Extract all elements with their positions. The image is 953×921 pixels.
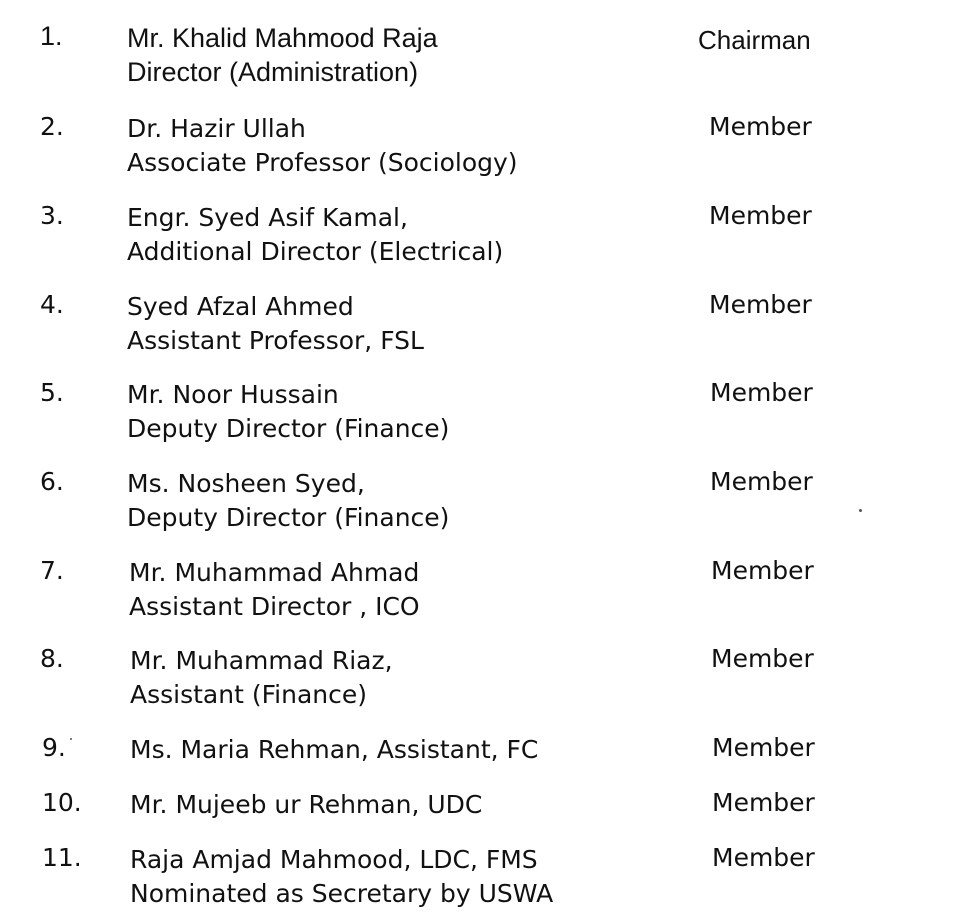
member-details	[127, 21, 438, 89]
member-name: Mr. Muhammad Ahmad	[129, 558, 420, 587]
member-number: 11.	[42, 843, 82, 872]
member-number: 7.	[40, 556, 64, 585]
member-name: Mr. Muhammad Riaz,	[130, 646, 393, 675]
member-role: Member	[709, 201, 812, 230]
member-name: Engr. Syed Asif Kamal,	[127, 203, 408, 232]
member-number: 3.	[40, 201, 64, 230]
member-name: Mr. Mujeeb ur Rehman, UDC	[130, 790, 483, 819]
member-number: 5.	[40, 378, 64, 407]
member-number: 9.	[42, 733, 66, 762]
member-designation: Assistant Director , ICO	[129, 592, 420, 621]
member-details	[127, 112, 518, 180]
member-role: Member	[711, 556, 814, 585]
member-role: Member	[709, 290, 812, 319]
member-details	[127, 378, 449, 446]
member-designation: Assistant (Finance)	[130, 680, 367, 709]
member-number: 4.	[40, 290, 64, 319]
member-role: Member	[709, 112, 812, 141]
member-role: Member	[710, 467, 813, 496]
scan-speck	[70, 738, 72, 740]
member-number: 2.	[40, 112, 64, 141]
member-role: Member	[712, 788, 815, 817]
member-designation: Additional Director (Electrical)	[127, 237, 504, 266]
member-number: 10.	[42, 788, 82, 817]
member-name: Syed Afzal Ahmed	[127, 292, 354, 321]
member-designation: Nominated as Secretary by USWA	[130, 879, 554, 908]
member-designation: Deputy Director (Finance)	[127, 503, 450, 532]
member-name: Raja Amjad Mahmood, LDC, FMS	[130, 845, 538, 874]
member-details	[127, 201, 503, 269]
member-details	[130, 733, 538, 767]
member-details	[130, 843, 553, 911]
member-number: 8.	[40, 644, 64, 673]
member-number: 1.	[40, 21, 63, 51]
member-name: Ms. Nosheen Syed,	[127, 469, 365, 498]
member-role: Member	[710, 378, 813, 407]
member-details	[127, 467, 449, 535]
member-designation: Assistant Professor, FSL	[127, 326, 424, 355]
member-designation: Deputy Director (Finance)	[127, 414, 450, 443]
scan-speck	[859, 509, 862, 512]
member-details	[130, 644, 393, 712]
member-role: Member	[711, 644, 814, 673]
member-role: Chairman	[698, 25, 811, 55]
member-name: Ms. Maria Rehman, Assistant, FC	[130, 735, 539, 764]
member-designation: Director (Administration)	[127, 57, 419, 87]
member-details	[130, 788, 482, 822]
member-name: Mr. Noor Hussain	[127, 380, 339, 409]
member-name: Dr. Hazir Ullah	[127, 114, 306, 143]
member-role: Member	[712, 843, 815, 872]
member-role: Member	[712, 733, 815, 762]
member-details	[127, 290, 424, 358]
member-name: Mr. Khalid Mahmood Raja	[127, 23, 438, 53]
member-number: 6.	[40, 467, 64, 496]
member-designation: Associate Professor (Sociology)	[127, 148, 518, 177]
member-details	[129, 556, 420, 624]
